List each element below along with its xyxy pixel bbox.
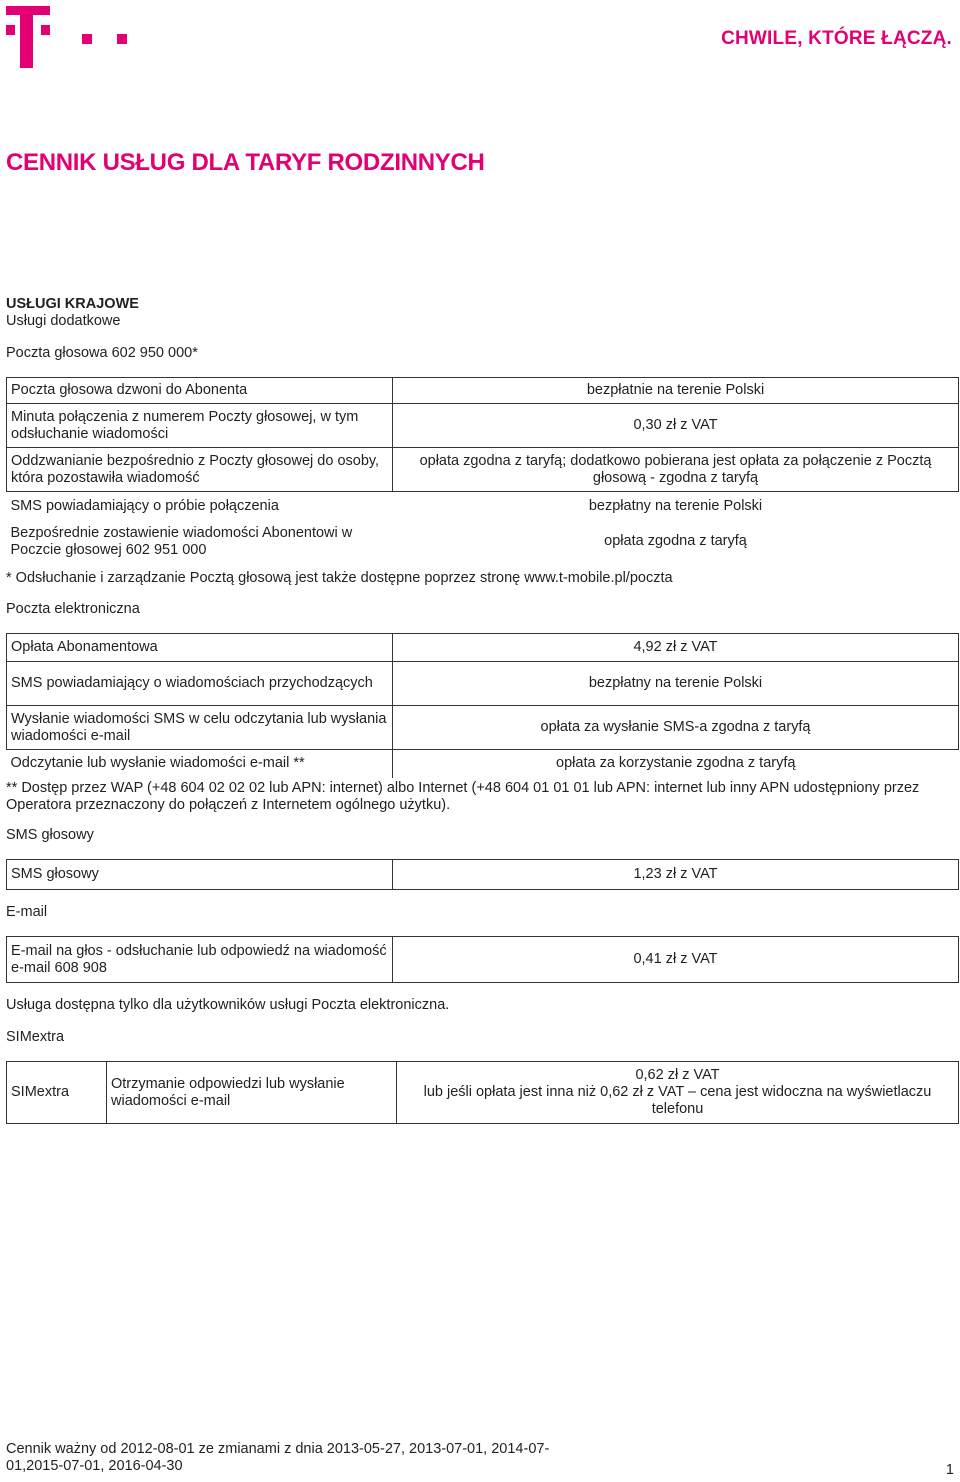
row-value: bezpłatny na terenie Polski — [393, 662, 959, 706]
section-subheading: Usługi dodatkowe — [6, 313, 121, 329]
table-row — [7, 634, 959, 662]
price-line: 0,62 zł z VAT — [635, 1067, 720, 1083]
row-value: opłata za korzystanie zgodna z taryfą — [393, 750, 959, 778]
voicemail-heading: Poczta głosowa 602 950 000* — [6, 345, 198, 361]
row-value: bezpłatny na terenie Polski — [393, 492, 959, 522]
table-row — [7, 662, 959, 706]
validity-note: Cennik ważny od 2012-08-01 ze zmianami z dnia 2013-05-27, 2013-07-01, 2014-07-01,2015-07-01, 2016-04-30 — [6, 1441, 550, 1474]
table-row — [7, 860, 959, 890]
email-table — [6, 936, 959, 983]
simextra-table — [6, 1061, 959, 1124]
row-value: opłata zgodna z taryfą — [604, 533, 747, 549]
row-label: SMS powiadamiający o wiadomościach przychodzących — [7, 662, 393, 706]
page-title: CENNIK USŁUG DLA TARYF RODZINNYCH — [6, 149, 485, 176]
section-heading: USŁUGI KRAJOWE — [6, 296, 139, 312]
simextra-heading: SIMextra — [6, 1029, 65, 1045]
table-row — [7, 378, 959, 404]
page-number: 1 — [945, 1462, 954, 1478]
logo-dot — [117, 34, 127, 44]
row-label: SMS powiadamiający o próbie połączenia — [7, 492, 393, 522]
email-service-footnote: ** Dostęp przez WAP (+48 604 02 02 02 lub APN: internet) albo Internet (+48 604 01 01 01 lub APN: internet lub inny APN udostępniony przez Operatora przeznaczony do połączeń z Internetem ogólnego użytku). — [6, 780, 920, 813]
email-note: Usługa dostępna tylko dla użytkowników usługi Poczta elektroniczna. — [6, 997, 450, 1013]
logo-dot — [82, 34, 92, 44]
row-label: Wysłanie wiadomości SMS w celu odczytania lub wysłania wiadomości e-mail — [7, 706, 393, 750]
row-label: Minuta połączenia z numerem Poczty głosowej, w tym odsłuchanie wiadomości — [7, 404, 393, 448]
row-label: Otrzymanie odpowiedzi lub wysłanie wiadomości e-mail — [107, 1062, 397, 1124]
table-row — [7, 448, 959, 492]
row-value: opłata zgodna z taryfą; dodatkowo pobierana jest opłata za połączenie z Pocztą głosową - zgodna z taryfą — [393, 448, 959, 492]
row-label: SMS głosowy — [7, 860, 393, 890]
row-value — [397, 1062, 959, 1124]
row-label: Bezpośrednie zostawienie wiadomości Abonentowi w Poczcie głosowej 602 951 000 — [10, 524, 353, 558]
row-value: 0,41 zł z VAT — [393, 937, 959, 983]
row-label: Poczta głosowa dzwoni do Abonenta — [7, 378, 393, 404]
row-value: 0,30 zł z VAT — [393, 404, 959, 448]
table-row — [7, 492, 959, 522]
email-heading: E-mail — [6, 904, 48, 920]
table-row — [7, 937, 959, 983]
price-note: lub jeśli opłata jest inna niż 0,62 zł z VAT – cena jest widoczna na wyświetlaczu telefonu — [423, 1084, 932, 1117]
row-name: SIMextra — [7, 1062, 107, 1124]
row-value: bezpłatnie na terenie Polski — [393, 378, 959, 404]
voicemail-footnote: * Odsłuchanie i zarządzanie Pocztą głosową jest także dostępne poprzez stronę www.t-mobile.pl/poczta — [6, 570, 673, 586]
row-value: opłata za wysłanie SMS-a zgodna z taryfą — [393, 706, 959, 750]
row-label: Opłata Abonamentowa — [7, 634, 393, 662]
table-row — [7, 706, 959, 750]
email-service-heading: Poczta elektroniczna — [6, 601, 140, 617]
voice-sms-heading: SMS głosowy — [6, 827, 94, 843]
table-row — [7, 1062, 959, 1124]
email-service-table — [6, 633, 959, 778]
row-label: E-mail na głos - odsłuchanie lub odpowiedź na wiadomość e-mail 608 908 — [7, 937, 393, 983]
row-value: 1,23 zł z VAT — [393, 860, 959, 890]
table-row — [7, 522, 959, 562]
slogan: CHWILE, KTÓRE ŁĄCZĄ. — [721, 28, 952, 49]
table-row — [7, 404, 959, 448]
row-label: Odczytanie lub wysłanie wiadomości e-mail ** — [7, 750, 393, 778]
row-value: 4,92 zł z VAT — [393, 634, 959, 662]
voicemail-table — [6, 377, 959, 562]
table-row — [7, 750, 959, 778]
voice-sms-table — [6, 859, 959, 890]
row-label: Oddzwanianie bezpośrednio z Poczty głosowej do osoby, która pozostawiła wiadomość — [7, 448, 393, 492]
telekom-logo — [6, 6, 50, 68]
